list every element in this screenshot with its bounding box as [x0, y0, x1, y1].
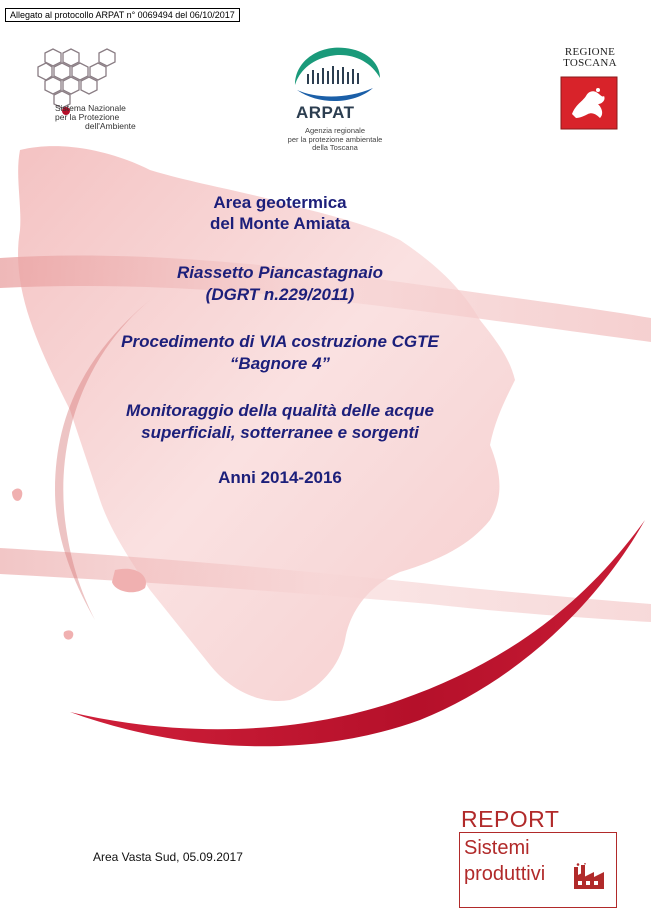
regione-line2: TOSCANA — [563, 57, 617, 69]
arpat-subtitle — [270, 127, 400, 153]
footer-date: Area Vasta Sud, 05.09.2017 — [93, 850, 243, 864]
title-line: Anni 2014-2016 — [218, 468, 342, 487]
title-line: superficiali, sotterranee e sorgenti — [141, 423, 419, 442]
regione-line1: REGIONE — [564, 46, 616, 58]
regione-toscana-name — [553, 47, 627, 69]
title-line: Area geotermica — [213, 193, 347, 212]
snpa-line1: Sistema Nazionale — [55, 103, 126, 113]
snpa-line2: per la Protezione — [55, 112, 120, 122]
title-line: Riassetto Piancastagnaio — [177, 263, 383, 282]
protocol-stamp: Allegato al protocollo ARPAT n° 0069494 del 06/10/2017 — [5, 8, 240, 22]
arpat-sub-line1: Agenzia regionale — [304, 126, 366, 135]
report-badge — [459, 832, 617, 908]
title-monitoraggio — [60, 400, 500, 444]
title-line: “Bagnore 4” — [229, 354, 331, 373]
report-line1: Sistemi — [464, 837, 530, 859]
title-riassetto — [60, 262, 500, 306]
report-line2: produttivi — [464, 863, 546, 885]
arpat-name: ARPAT — [296, 103, 355, 122]
title-procedimento-via — [60, 331, 500, 375]
title-line: (DGRT n.229/2011) — [205, 285, 355, 304]
title-line: del Monte Amiata — [209, 214, 351, 233]
arpat-logo-icon — [285, 40, 385, 110]
arpat-sub-line3: della Toscana — [312, 143, 358, 152]
arpat-sub-line2: per la protezione ambientale — [287, 134, 383, 144]
title-area-geotermica — [60, 192, 500, 234]
title-anni — [60, 467, 500, 488]
snpa-line3: dell'Ambiente — [85, 121, 136, 131]
regione-toscana-shield-icon — [558, 74, 620, 132]
title-line: Procedimento di VIA costruzione CGTE — [121, 332, 439, 351]
factory-icon — [572, 863, 610, 889]
title-line: Monitoraggio della qualità delle acque — [126, 401, 434, 420]
report-label: REPORT — [461, 806, 560, 832]
snpa-name — [55, 104, 195, 131]
